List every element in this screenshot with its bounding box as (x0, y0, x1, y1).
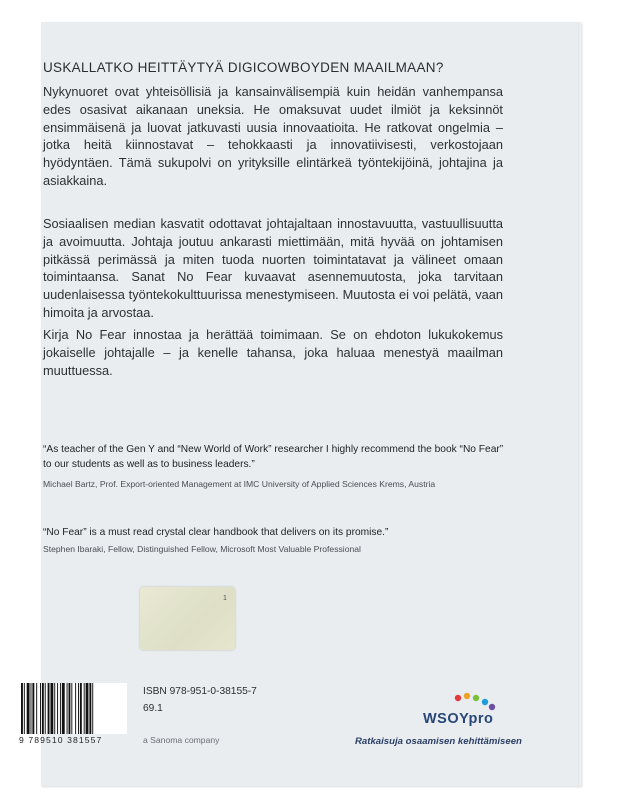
price-sticker (140, 587, 235, 650)
endorsement-attribution-2: Stephen Ibaraki, Fellow, Distinguished Fellow, Microsoft Most Valuable Professional (43, 544, 361, 554)
logo-dot-blue (482, 699, 488, 705)
blurb-paragraph-2: Sosiaalisen median kasvatit odottavat johtajaltaan innostavuutta, vastuullisuutta ja avoimuutta. Johtaja joutuu ankarasti miettimään, mitä hyvää on johtamisen pitkässä perimässä ja miten tuoda nuorten toimintatavat ja välineet omaan toimintaansa. Sanat No Fear kuvaavat asennemuutosta, joka tarvitaan uudenlaisessa työntekokulttuurissa menestymiseen. Muutosta ei voi pelätä, vaan himoita ja arvostaa. (43, 216, 503, 320)
publisher-group-text: a Sanoma company (143, 735, 220, 745)
endorsement-attribution-1: Michael Bartz, Prof. Export-oriented Management at IMC University of Applied Sciences Krems, Austria (43, 479, 436, 489)
isbn-text: ISBN 978-951-0-38155-7 (143, 686, 257, 697)
blurb-paragraph-3: Kirja No Fear innostaa ja herättää toimimaan. Se on ehdoton lukukokemus jokaiselle johtajalle – ja kenelle tahansa, joka haluaa menestyä maailman muuttuessa. (43, 327, 503, 378)
cover-edge (578, 22, 581, 786)
logo-dot-red (455, 695, 461, 701)
endorsement-quote-1: “As teacher of the Gen Y and “New World of Work” researcher I highly recommend the book “No Fear” to our students as well as to business leaders.” (43, 444, 504, 470)
sticker-mark: 1 (223, 595, 227, 602)
blurb-paragraph-1: Nykynuoret ovat yhteisöllisiä ja kansainvälisempiä kuin heidän vanhempansa edes osasivat aikanaan uneksia. He omaksuvat uudet ilmiöt ja keksinnöt ensimmäisenä ja luovat jatkuvasti uusia innovaatioita. He ratkovat ongelmia – jotka heitä kiinnostavat – tehokkaasti ja innovatiivisesti, verkostojaan hyödyntäen. Tämä sukupolvi on yrityksille elintärkeä työntekijöinä, johtajina ja asiakkaina. (43, 84, 503, 188)
barcode-number: 9 789510 381557 (19, 735, 103, 745)
endorsement-quote-2: “No Fear” is a must read crystal clear handbook that delivers on its promise.” (43, 527, 389, 538)
price-code: 69.1 (143, 703, 163, 714)
cover-heading: USKALLATKO HEITTÄYTYÄ DIGICOWBOYDEN MAAILMAAN? (43, 60, 444, 75)
logo-dot-purple (489, 704, 495, 710)
publisher-logo-text (423, 711, 493, 727)
logo-suffix: pro (468, 711, 494, 727)
logo-name: WSOY (423, 711, 469, 727)
publisher-tagline: Ratkaisuja osaamisen kehittämiseen (355, 736, 522, 747)
barcode-image (19, 683, 127, 734)
logo-dot-green (473, 695, 479, 701)
logo-dot-orange (464, 693, 470, 699)
